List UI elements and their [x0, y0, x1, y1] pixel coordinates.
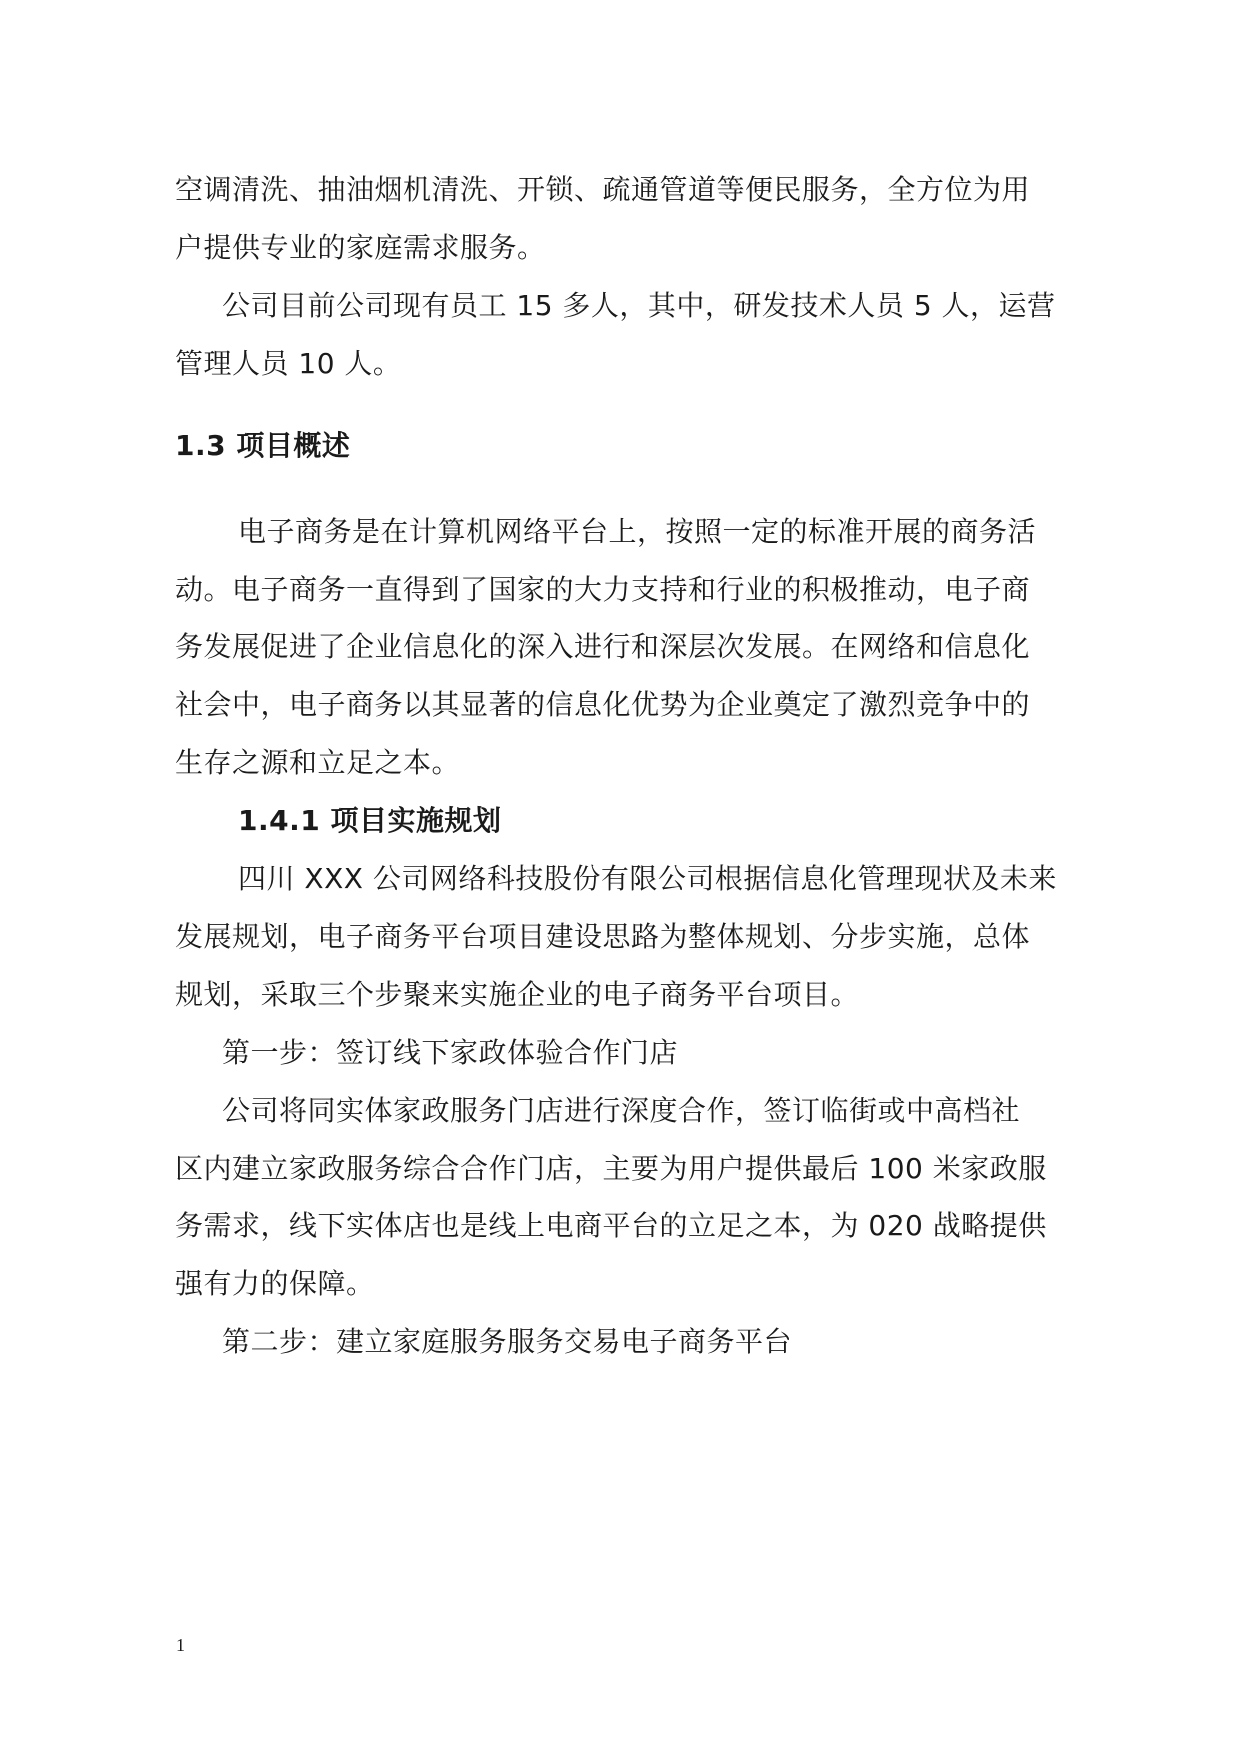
paragraph-line: 区内建立家政服务综合合作门店，主要为用户提供最后 100 米家政服: [175, 1152, 1047, 1185]
paragraph-line: 务需求，线下实体店也是线上电商平台的立足之本，为 020 战略提供: [175, 1209, 1047, 1242]
paragraph-line: 生存之源和立足之本。: [175, 746, 461, 779]
paragraph-line: 四川 XXX 公司网络科技股份有限公司根据信息化管理现状及未来: [238, 862, 1057, 895]
paragraph-line: 公司目前公司现有员工 15 多人，其中，研发技术人员 5 人，运营: [222, 289, 1056, 322]
paragraph-line: 管理人员 10 人。: [175, 347, 402, 380]
paragraph-line: 电子商务是在计算机网络平台上，按照一定的标准开展的商务活: [238, 515, 1037, 548]
section-heading: 1.3 项目概述: [175, 429, 351, 462]
paragraph-line: 户提供专业的家庭需求服务。: [175, 231, 546, 264]
page-number: 1: [176, 1635, 185, 1655]
subsection-heading: 1.4.1 项目实施规划: [238, 804, 502, 837]
paragraph-line: 务发展促进了企业信息化的深入进行和深层次发展。在网络和信息化: [175, 630, 1031, 663]
paragraph-line: 社会中，电子商务以其显著的信息化优势为企业奠定了激烈竞争中的: [175, 688, 1031, 721]
paragraph-line: 空调清洗、抽油烟机清洗、开锁、疏通管道等便民服务，全方位为用: [175, 173, 1031, 206]
step-label: 第一步：签订线下家政体验合作门店: [222, 1036, 679, 1069]
paragraph-line: 动。电子商务一直得到了国家的大力支持和行业的积极推动，电子商: [175, 573, 1031, 606]
step-label: 第二步：建立家庭服务服务交易电子商务平台: [222, 1325, 793, 1358]
paragraph-line: 规划，采取三个步聚来实施企业的电子商务平台项目。: [175, 978, 860, 1011]
paragraph-line: 发展规划，电子商务平台项目建设思路为整体规划、分步实施，总体: [175, 920, 1031, 953]
paragraph-line: 强有力的保障。: [175, 1267, 375, 1300]
paragraph-line: 公司将同实体家政服务门店进行深度合作，签订临街或中高档社: [222, 1094, 1021, 1127]
